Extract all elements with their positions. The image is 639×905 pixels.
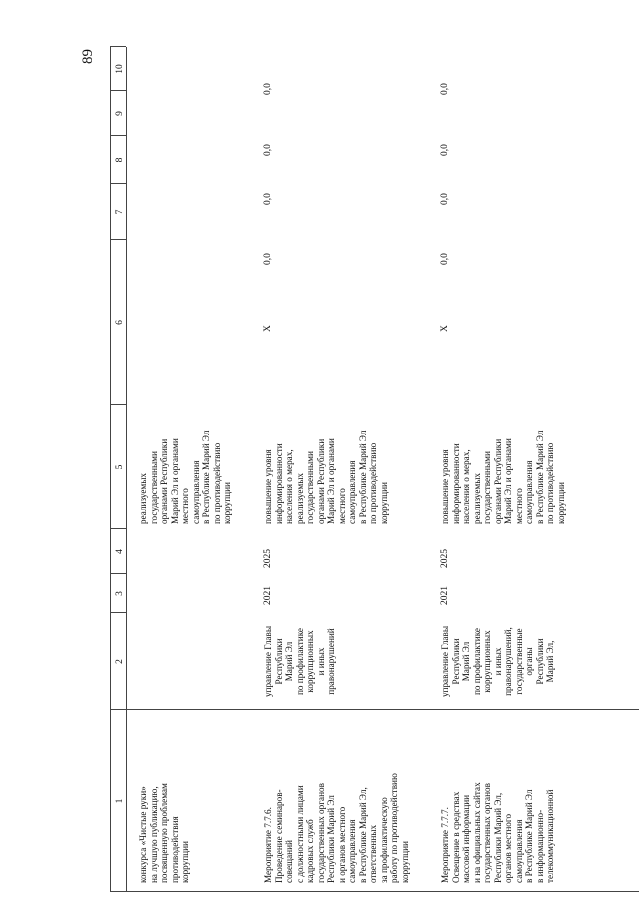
row2-c10: 0,0 — [263, 83, 273, 95]
column-line-5 — [110, 404, 126, 405]
row1-c1: конкурса «Чистые руки» на лучшую публикацию, посвященную проблемам противодействия коррупции — [138, 783, 190, 883]
column-line-right — [110, 46, 126, 47]
row1-c5: реализуемых государственными органами Республики Марий Эл и органами местного самоуправления в Республике Марий Эл по противодействию коррупции — [138, 430, 232, 524]
row2-c6: X — [263, 325, 273, 332]
column-line-2 — [110, 612, 126, 613]
row2-c1: Мероприятие 7.7.6. Проведение семинаров- совещаний с должностными лицами кадровых служб государственных органов Республики Марий Эл и органов местного самоуправления в Республике Марий Эл, ответственных за профилактическую работу по противодействию коррупции — [263, 773, 410, 883]
row3-c10: 0,0 — [440, 83, 450, 95]
header-col-8: 8 — [115, 157, 125, 163]
row3-c4: 2025 — [440, 549, 450, 568]
row3-c1: Мероприятие 7.7.7. Освещение в средствах массовой информации и на официальных сайтах государственных органов Республики Марий Эл, органов местного самоуправления в Республике Марий Эл в информационно- телекоммуникационной — [440, 782, 555, 883]
row2-c2: управление Главы Республики Марий Эл по профилактике коррупционных и иных правонарушений — [263, 625, 336, 698]
row3-c5: повышение уровня информированности населения о мерах, реализуемых государственными органами Республики Марий Эл и органами местного самоуправления в Республике Марий Эл по противодействию коррупции — [440, 430, 566, 524]
header-col-9: 9 — [115, 111, 125, 116]
header-col-10: 10 — [115, 64, 125, 74]
page-number: 89 — [80, 49, 96, 64]
header-col-5: 5 — [115, 464, 125, 470]
row3-c7: 0,0 — [440, 253, 450, 265]
row3-c2: управление Главы Республики Марий Эл по профилактике коррупционных и иных правонарушений, государственные органы Республики Марий Эл, — [440, 625, 555, 698]
header-col-1: 1 — [115, 798, 125, 804]
row2-c9: 0,0 — [263, 144, 273, 156]
row3-c8: 0,0 — [440, 193, 450, 205]
column-line-7 — [110, 183, 126, 184]
column-line-9 — [110, 90, 126, 91]
row3-c3: 2021 — [440, 586, 450, 605]
column-line-4 — [110, 528, 126, 529]
row2-c8: 0,0 — [263, 193, 273, 205]
row3-c6: X — [440, 325, 450, 332]
header-top-line — [110, 47, 111, 892]
header-col-7: 7 — [115, 209, 125, 215]
row2-c5: повышение уровня информированности населения о мерах, реализуемых государственными органами Республики Марий Эл и органами местного самоуправления в Республике Марий Эл по противодействию коррупции — [263, 430, 389, 524]
column-line-6 — [110, 239, 126, 240]
row3-c9: 0,0 — [440, 144, 450, 156]
column-line-1 — [110, 709, 639, 710]
row2-c3: 2021 — [263, 586, 273, 605]
column-line-8 — [110, 135, 126, 136]
header-col-3: 3 — [115, 591, 125, 596]
header-bottom-line — [126, 47, 127, 892]
column-line-left — [110, 891, 639, 892]
header-col-2: 2 — [115, 659, 125, 664]
row2-c7: 0,0 — [263, 253, 273, 265]
header-col-6: 6 — [115, 320, 125, 325]
column-line-3 — [110, 573, 126, 574]
header-col-4: 4 — [115, 549, 125, 554]
row2-c4: 2025 — [263, 549, 273, 568]
